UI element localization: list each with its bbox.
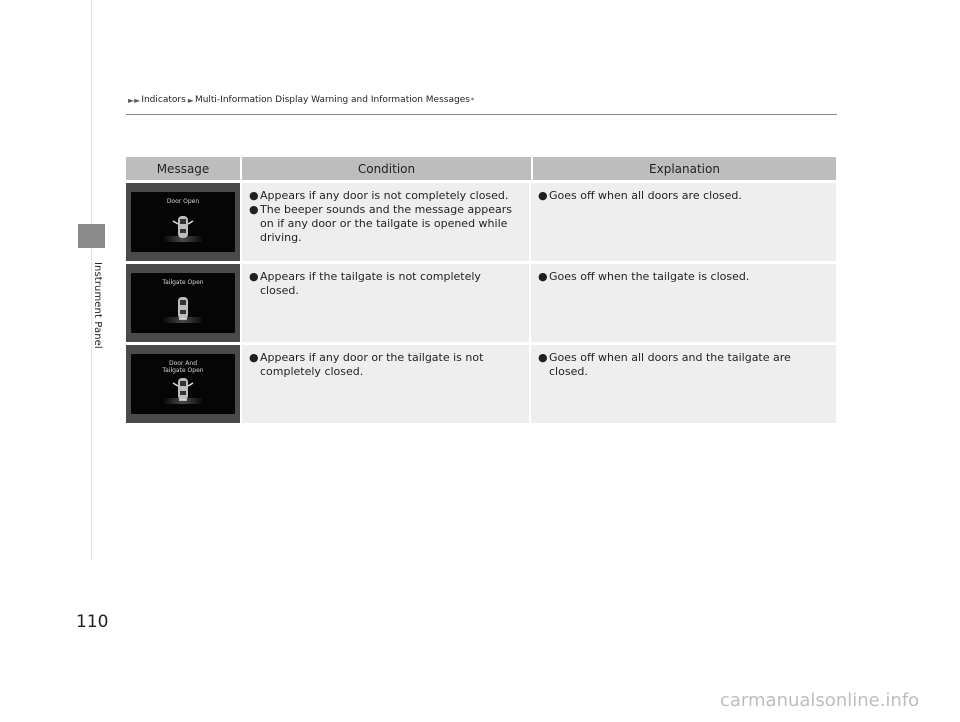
message-image-cell (126, 183, 240, 261)
bullet-icon: ● (249, 351, 259, 364)
footnote-mark: * (470, 96, 474, 104)
bullet-icon: ● (538, 189, 548, 202)
message-table (126, 157, 836, 423)
display-screen (131, 273, 235, 333)
car-top-view-icon (161, 376, 205, 406)
header-message: Message (156, 161, 210, 176)
header-rule (126, 114, 837, 115)
bullet-icon: ● (249, 270, 259, 283)
header-explanation: Explanation (531, 157, 836, 180)
page-number: 110 (76, 612, 109, 632)
breadcrumb-messages[interactable]: Multi-Information Display Warning and Information Messages (194, 95, 470, 105)
screen-message: Door Open (166, 198, 200, 205)
display-screen (131, 354, 235, 414)
condition-cell: ● Appears if the tailgate is not completely closed. (240, 264, 529, 342)
car-top-view-icon (161, 295, 205, 325)
screen-message: Tailgate Open (162, 279, 204, 286)
message-image-cell (126, 264, 240, 342)
bullet-icon: ● (249, 203, 259, 216)
car-top-view-icon (161, 214, 205, 244)
message-image-cell (126, 345, 240, 423)
section-tab-marker (78, 224, 105, 248)
table-header (126, 157, 836, 180)
explanation-cell: ● Goes off when all doors and the tailgate are closed. (529, 345, 832, 423)
bullet-icon: ● (249, 189, 259, 202)
table-row (126, 264, 836, 342)
condition-cell: ● Appears if any door or the tailgate is not completely closed. (240, 345, 529, 423)
explanation-cell: ● Goes off when all doors are closed. (529, 183, 832, 261)
bullet-icon: ● (538, 351, 548, 364)
bullet-icon: ● (538, 270, 548, 283)
arrow-right-icon: ► (187, 95, 194, 105)
breadcrumb-indicators[interactable]: Indicators (141, 95, 186, 105)
arrow-right-icon: ►► (128, 95, 141, 105)
breadcrumb (128, 95, 474, 105)
table-row (126, 183, 836, 261)
table-row (126, 345, 836, 423)
explanation-cell: ● Goes off when the tailgate is closed. (529, 264, 832, 342)
watermark[interactable]: carmanualsonline.info (720, 690, 920, 711)
header-condition: Condition (240, 157, 531, 180)
screen-message: Door And Tailgate Open (162, 360, 204, 374)
condition-cell: ● Appears if any door is not completely closed. ● The beeper sounds and the message appears on if any door or the tailgate is opened while driving. (240, 183, 529, 261)
section-label: Instrument Panel (92, 262, 103, 349)
display-screen (131, 192, 235, 252)
